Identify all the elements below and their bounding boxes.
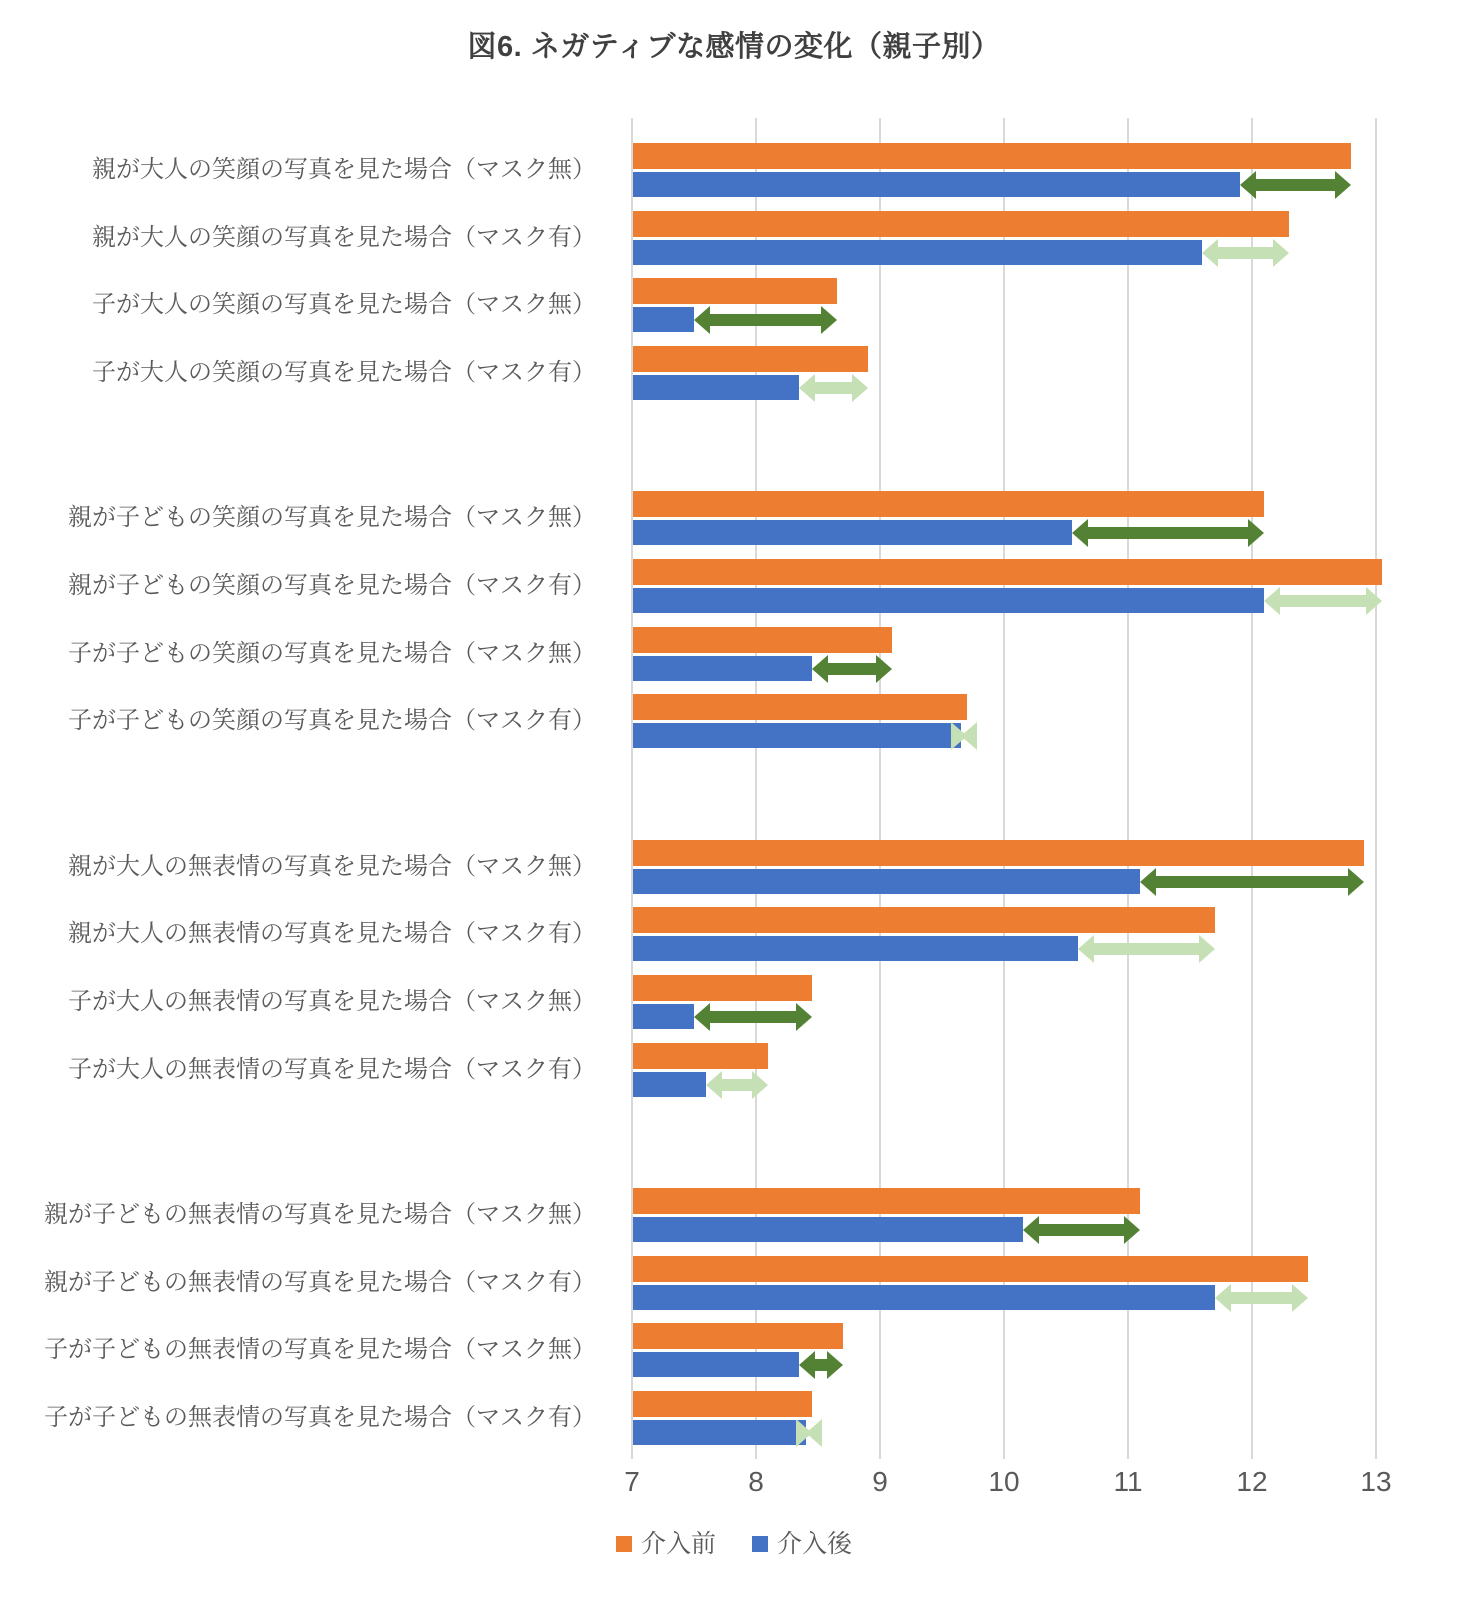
- arrow-head-left-icon: [1215, 1284, 1231, 1312]
- category-label: 子が子どもの笑顔の写真を見た場合（マスク有）: [68, 707, 596, 735]
- arrow-shaft: [826, 663, 879, 675]
- arrow-head-right-icon: [1273, 239, 1289, 267]
- bar-after: [633, 172, 1240, 197]
- bar-before: [633, 1256, 1308, 1282]
- arrow-shaft: [1254, 179, 1338, 191]
- category-label: 親が子どもの無表情の写真を見た場合（マスク有）: [44, 1268, 596, 1296]
- arrow-shaft: [1086, 527, 1250, 539]
- arrow-shaft: [708, 314, 823, 326]
- bar-after: [633, 1072, 706, 1097]
- legend: [0, 1526, 1468, 1562]
- change-arrow: [799, 374, 867, 402]
- bar-before: [633, 559, 1382, 585]
- change-arrow: [694, 1003, 812, 1031]
- arrow-head-right-icon: [1335, 171, 1351, 199]
- arrow-head-left-icon: [1072, 519, 1088, 547]
- bar-before: [633, 975, 812, 1001]
- arrow-head-left-icon: [812, 655, 828, 683]
- arrow-shaft: [1154, 876, 1349, 888]
- arrow-shaft: [720, 1079, 754, 1091]
- category-label: 親が子どもの笑顔の写真を見た場合（マスク有）: [68, 572, 596, 599]
- category-label: 親が子どもの笑顔の写真を見た場合（マスク無）: [68, 504, 596, 532]
- arrow-shaft: [708, 1011, 798, 1023]
- category-label: 子が子どもの無表情の写真を見た場合（マスク有）: [44, 1404, 596, 1431]
- bar-after: [633, 240, 1202, 265]
- gridline: [1003, 118, 1005, 1445]
- gridline: [1375, 118, 1377, 1445]
- change-arrow: [1202, 239, 1289, 267]
- bar-before: [633, 694, 967, 720]
- arrow-head-right-icon: [1199, 935, 1215, 963]
- category-label: 親が大人の笑顔の写真を見た場合（マスク無）: [92, 156, 596, 183]
- tick-stub: [879, 1445, 881, 1459]
- arrow-head-right-icon: [951, 722, 967, 750]
- bar-before: [633, 627, 892, 653]
- category-label: 子が大人の無表情の写真を見た場合（マスク有）: [68, 1055, 596, 1083]
- x-tick-label: 12: [1236, 1466, 1268, 1497]
- arrow-head-right-icon: [876, 655, 892, 683]
- change-arrow: [799, 1351, 842, 1379]
- arrow-shaft: [1092, 943, 1200, 955]
- arrow-head-left-icon: [1023, 1216, 1039, 1244]
- arrow-shaft: [1229, 1292, 1294, 1304]
- gridline: [1251, 118, 1253, 1445]
- arrow-head-right-icon: [796, 1419, 812, 1447]
- arrow-head-right-icon: [1292, 1284, 1308, 1312]
- legend-label-after: 介入後: [777, 1530, 853, 1558]
- arrow-head-right-icon: [821, 306, 837, 334]
- tick-stub: [1127, 1445, 1129, 1459]
- arrow-head-left-icon: [1140, 868, 1156, 896]
- arrow-shaft: [813, 382, 853, 394]
- arrow-shaft: [1037, 1224, 1127, 1236]
- bar-before: [633, 1043, 768, 1069]
- arrow-shaft: [1216, 247, 1275, 259]
- change-arrow: [1072, 519, 1264, 547]
- arrow-head-left-icon: [1240, 171, 1256, 199]
- arrow-head-right-icon: [1366, 587, 1382, 615]
- plot-area: [632, 118, 1376, 1445]
- category-label: 子が大人の笑顔の写真を見た場合（マスク無）: [92, 291, 596, 319]
- change-arrow: [1140, 868, 1363, 896]
- legend-swatch-after-icon: [752, 1536, 768, 1552]
- arrow-head-left-icon: [706, 1071, 722, 1099]
- bar-after: [633, 1420, 806, 1445]
- bar-before: [633, 907, 1215, 933]
- arrow-head-left-icon: [694, 1003, 710, 1031]
- arrow-head-right-icon: [1248, 519, 1264, 547]
- change-arrow: [812, 655, 893, 683]
- category-label: 子が大人の笑顔の写真を見た場合（マスク有）: [92, 358, 596, 386]
- change-arrow: [1078, 935, 1214, 963]
- bar-before: [633, 491, 1264, 517]
- arrow-shaft: [1278, 595, 1368, 607]
- bar-before: [633, 346, 868, 372]
- change-arrow: [1264, 587, 1382, 615]
- bar-after: [633, 869, 1140, 894]
- gridline: [1127, 118, 1129, 1445]
- bar-after: [633, 307, 694, 332]
- change-arrow: [1023, 1216, 1141, 1244]
- chart-title: 図6. ネガティブな感情の変化（親子別）: [467, 31, 1001, 63]
- x-tick-label: 11: [1113, 1466, 1143, 1497]
- gridline: [879, 118, 881, 1445]
- bar-before: [633, 1323, 843, 1349]
- arrow-head-right-icon: [1348, 868, 1364, 896]
- category-label: 子が子どもの無表情の写真を見た場合（マスク無）: [44, 1336, 596, 1364]
- bar-after: [633, 656, 812, 681]
- x-tick-label: 7: [624, 1466, 640, 1497]
- arrow-head-left-icon: [799, 374, 815, 402]
- category-labels: [0, 118, 596, 1445]
- tick-stub: [755, 1445, 757, 1459]
- x-axis: [0, 1466, 1468, 1506]
- change-arrow: [694, 306, 837, 334]
- change-arrow: [1240, 171, 1352, 199]
- bar-after: [633, 588, 1264, 613]
- category-label: 子が子どもの笑顔の写真を見た場合（マスク無）: [68, 639, 596, 667]
- bar-before: [633, 211, 1289, 237]
- category-label: 親が大人の無表情の写真を見た場合（マスク無）: [68, 852, 596, 880]
- legend-swatch-before-icon: [616, 1536, 632, 1552]
- tick-stub: [631, 1445, 633, 1459]
- category-label: 親が子どもの無表情の写真を見た場合（マスク無）: [44, 1201, 596, 1229]
- bar-after: [633, 375, 799, 400]
- change-arrow: [1215, 1284, 1308, 1312]
- category-label: 親が大人の無表情の写真を見た場合（マスク有）: [68, 920, 596, 948]
- bar-before: [633, 143, 1351, 169]
- arrow-head-left-icon: [694, 306, 710, 334]
- change-arrow: [806, 1419, 812, 1447]
- bar-after: [633, 520, 1072, 545]
- bar-after: [633, 936, 1078, 961]
- arrow-head-right-icon: [827, 1351, 843, 1379]
- bar-after: [633, 1004, 694, 1029]
- bar-after: [633, 1285, 1215, 1310]
- x-tick-label: 9: [872, 1466, 888, 1497]
- legend-item-before: [616, 1529, 716, 1559]
- arrow-head-left-icon: [1264, 587, 1280, 615]
- x-tick-label: 8: [748, 1466, 764, 1497]
- tick-stub: [1375, 1445, 1377, 1459]
- bar-before: [633, 840, 1364, 866]
- arrow-head-left-icon: [799, 1351, 815, 1379]
- bar-before: [633, 1391, 812, 1417]
- arrow-head-right-icon: [752, 1071, 768, 1099]
- x-tick-label: 10: [988, 1466, 1020, 1497]
- arrow-head-left-icon: [1078, 935, 1094, 963]
- bar-after: [633, 723, 961, 748]
- legend-label-before: 介入前: [640, 1530, 716, 1558]
- legend-item-after: [752, 1529, 852, 1559]
- tick-stub: [1251, 1445, 1253, 1459]
- arrow-head-right-icon: [852, 374, 868, 402]
- arrow-head-left-icon: [1202, 239, 1218, 267]
- category-label: 親が大人の笑顔の写真を見た場合（マスク有）: [92, 223, 596, 251]
- bar-after: [633, 1352, 799, 1377]
- bar-before: [633, 1188, 1140, 1214]
- bar-after: [633, 1217, 1023, 1242]
- x-tick-label: 13: [1360, 1466, 1392, 1497]
- change-arrow: [706, 1071, 768, 1099]
- arrow-head-right-icon: [1124, 1216, 1140, 1244]
- tick-stub: [1003, 1445, 1005, 1459]
- change-arrow: [961, 722, 967, 750]
- bar-before: [633, 278, 837, 304]
- category-label: 子が大人の無表情の写真を見た場合（マスク無）: [68, 988, 596, 1015]
- arrow-head-right-icon: [796, 1003, 812, 1031]
